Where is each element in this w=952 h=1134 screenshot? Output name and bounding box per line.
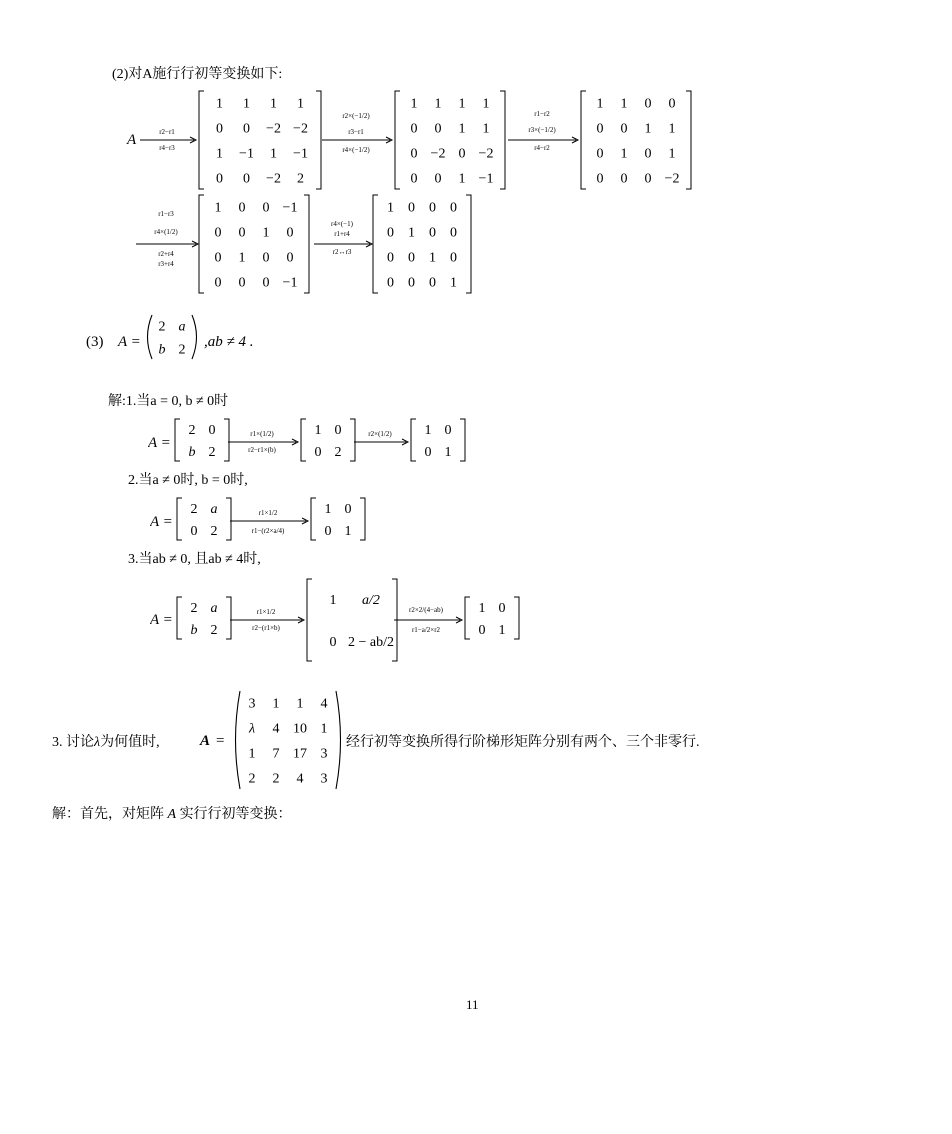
part2-row1 [120,88,700,192]
case3-row [150,576,530,668]
case2-m2-cell-1-1: 1 [344,524,352,540]
case3-m1 [177,597,231,639]
case3-heading: 3.当ab ≠ 0, 且ab ≠ 4时, [128,552,261,567]
matrix-m3-cell-0-2: 0 [644,96,652,112]
problem3-equals: = [216,733,225,749]
matrix-m4-cell-1-3: 0 [286,225,294,241]
matrix-m4-cell-1-1: 0 [238,225,246,241]
matrix-m4-cell-1-2: 1 [262,225,270,241]
case2-arrow-op-2: r1−(r2×a/4) [251,527,285,535]
matrix-m5-cell-1-3: 0 [450,225,457,241]
case2-lhs: A = [150,514,173,530]
matrix-m5 [373,195,471,293]
case3-m2-cell-1-1: 2 − ab/2 [348,635,394,651]
matrix-m3-cell-3-2: 0 [644,171,652,187]
matrix-m1-cell-3-1: 0 [243,171,250,187]
case1-lhs: A = [148,435,171,451]
problem3-matrix-name: A [200,733,211,749]
case3-m3-left-bracket [465,597,470,639]
matrix-m3-cell-0-0: 1 [596,96,604,112]
matrix-m4-cell-0-3: −1 [282,200,298,216]
matrix-m1-cell-1-2: −2 [266,121,281,137]
matrix-m1-cell-1-1: 0 [243,121,250,137]
matrix-m2-cell-1-2: 1 [458,121,466,137]
matrix-m2-cell-0-3: 1 [482,96,490,112]
case1-row [148,414,488,470]
case2-m1-cell-1-0: 0 [190,524,198,540]
case1-m3-cell-0-0: 1 [424,423,432,439]
case3-m3-cell-1-0: 0 [478,623,486,639]
case2-m2-right-bracket [360,498,365,540]
arrow-2 [322,112,392,154]
problem3-matrix-body-cell-0-1: 1 [272,696,280,712]
case1-m1-cell-1-0: b [188,445,196,461]
part3-solution-intro: 解:1.当a = 0, b ≠ 0时 [108,394,229,409]
matrix-m3-cell-2-1: 1 [620,146,628,162]
matrix-m4-cell-2-2: 0 [262,250,270,266]
arrow-5 [314,220,372,256]
part3-condition: ,ab ≠ 4 . [204,334,254,350]
matrix-m2-cell-3-3: −1 [478,171,494,187]
solution-matrix-name: A [167,807,177,822]
problem3-matrix-body-cell-1-2: 10 [293,721,307,737]
part2-heading: (2)对A施行行初等变换如下: [112,67,283,82]
case2-row [150,493,380,549]
case2-arrow-op-1: r1×1/2 [258,509,278,517]
case2-m2 [311,498,365,540]
matrix-m2-cell-0-0: 1 [410,96,418,112]
arrow-3-op-3: r4−r2 [534,144,550,152]
arrow-1-op-1: r2−r1 [159,128,175,136]
case1-m3 [411,419,465,461]
case1-m2-left-bracket [301,419,306,461]
part3-label: (3) [86,334,104,350]
matrix-m1-cell-2-1: −1 [239,146,254,162]
problem3-matrix-body-cell-1-0: λ [248,721,256,737]
matrix-m3-left-bracket [581,91,586,189]
part3-matrix-left-paren [148,315,153,359]
matrix-m1-cell-1-3: −2 [293,121,308,137]
matrix-m2-cell-2-0: 0 [410,146,418,162]
matrix-m3-cell-3-1: 0 [620,171,628,187]
problem3-matrix-body-right-paren [336,691,341,789]
matrix-m3-cell-3-3: −2 [664,171,680,187]
case2-heading: 2.当a ≠ 0时, b = 0时, [128,473,248,488]
matrix-m4-cell-2-1: 1 [238,250,246,266]
matrix-m2 [395,91,505,189]
case3-lhs: A = [150,612,173,628]
matrix-m3 [581,91,691,189]
problem3-matrix-body-cell-0-2: 1 [296,696,304,712]
case1-m1 [175,419,229,461]
arrow-5-op-3: r2↔r3 [332,248,352,256]
problem3-mid: 为何值时, [100,735,160,750]
arrow-3-op-2: r3×(−1/2) [528,126,556,134]
matrix-m1-cell-1-0: 0 [216,121,223,137]
matrix-m1-cell-3-0: 0 [216,171,223,187]
problem3-number: 3. [52,735,63,750]
case2-arrow [230,509,308,535]
matrix-m4 [199,195,309,293]
case1-m1-cell-0-0: 2 [188,423,196,439]
matrix-m5-right-bracket [466,195,471,293]
matrix-m3-cell-3-0: 0 [596,171,604,187]
matrix-m3-cell-1-1: 0 [620,121,628,137]
matrix-m2-cell-3-2: 1 [458,171,466,187]
problem3-matrix-body-left-paren [236,691,241,789]
matrix-m2-cell-0-1: 1 [434,96,442,112]
case1-arrow1-op-1: r1×(1/2) [250,430,274,438]
case3-m2-cell-0-0: 1 [329,593,337,609]
matrix-m5-cell-2-0: 0 [387,250,394,266]
case3-m1-right-bracket [226,597,231,639]
matrix-m4-cell-0-2: 0 [262,200,270,216]
case1-m2-cell-1-1: 2 [334,445,342,461]
matrix-m4-cell-3-3: −1 [282,275,298,291]
arrow-3-op-1: r1−r2 [534,110,550,118]
case1-arrow1 [228,430,298,454]
page-number: 11 [466,997,479,1012]
matrix-m1-right-bracket [316,91,321,189]
matrix-m2-cell-3-0: 0 [410,171,418,187]
matrix-m2-cell-2-3: −2 [478,146,494,162]
problem3-matrix-body-cell-3-0: 2 [248,771,256,787]
arrow-5-op-1: r4×(−1) [331,220,353,228]
matrix-m5-cell-0-2: 0 [429,200,436,216]
part3-lhs: A = [118,334,141,350]
part3-definition [86,314,286,368]
matrix-m4-cell-3-2: 0 [262,275,270,291]
case1-arrow2 [354,430,408,445]
problem3-matrix-body-cell-3-2: 4 [296,771,304,787]
matrix-m4-cell-0-1: 0 [238,200,246,216]
case1-m3-right-bracket [460,419,465,461]
part3-matrix-cell-1-0: b [158,342,166,358]
solution-text: 解：首先，对矩阵 [52,807,164,822]
arrow-4 [136,210,198,268]
matrix-m5-cell-0-0: 1 [387,200,394,216]
case1-m3-cell-1-0: 0 [424,445,432,461]
problem3-matrix-body-cell-2-2: 17 [293,746,307,762]
matrix-m4-cell-1-0: 0 [214,225,222,241]
matrix-m4-right-bracket [304,195,309,293]
case3-m2-cell-1-0: 0 [329,635,337,651]
case2-m1-right-bracket [226,498,231,540]
case3-arrow1 [230,608,304,632]
case2-m2-cell-0-1: 0 [344,502,352,518]
problem3-matrix-body-cell-2-1: 7 [272,746,280,762]
case2-m1-cell-0-0: 2 [190,502,198,518]
matrix-m1-cell-3-3: 2 [297,171,304,187]
case1-arrow2-op-1: r2×(1/2) [368,430,392,438]
case1-arrow1-op-2: r2−r1×(b) [248,446,276,454]
arrow-2-op-2: r3−r1 [348,128,364,136]
arrow-1-op-2: r4−r3 [159,144,175,152]
problem3-matrix [196,688,356,792]
case1-m1-cell-1-1: 2 [208,445,216,461]
matrix-m1-cell-0-3: 1 [297,96,304,112]
matrix-m3-cell-2-2: 0 [644,146,652,162]
matrix-m1-cell-2-2: 1 [270,146,277,162]
arrow-4-op-4: r3+r4 [158,260,174,268]
case1-m2-cell-0-0: 1 [314,423,322,439]
problem3-lead [52,734,160,752]
matrix-m2-cell-1-1: 0 [434,121,442,137]
matrix-m4-cell-3-1: 0 [238,275,246,291]
case3-arrow1-op-2: r2−(r1×b) [252,624,280,632]
matrix-m3-cell-2-0: 0 [596,146,604,162]
matrix-m2-cell-1-0: 0 [410,121,418,137]
part3-matrix-cell-0-0: 2 [158,319,166,335]
matrix-m5-cell-1-1: 1 [408,225,415,241]
case3-m3-cell-1-1: 1 [498,623,506,639]
solution-tail: 实行行初等变换： [179,807,292,822]
matrix-m5-cell-2-3: 0 [450,250,457,266]
matrix-m5-cell-1-2: 0 [429,225,436,241]
matrix-m5-left-bracket [373,195,378,293]
matrix-m4-cell-3-0: 0 [214,275,222,291]
matrix-m3-cell-1-2: 1 [644,121,652,137]
matrix-m1 [199,91,321,189]
case3-arrow1-op-1: r1×1/2 [256,608,276,616]
matrix-a-label: A [127,132,137,148]
problem3-matrix-body-cell-1-1: 4 [272,721,280,737]
case3-m1-cell-0-1: a [210,601,218,617]
matrix-m1-cell-2-0: 1 [216,146,223,162]
case3-m3 [465,597,519,639]
case3-m1-cell-0-0: 2 [190,601,198,617]
case2-m2-left-bracket [311,498,316,540]
case2-m2-cell-1-0: 0 [324,524,332,540]
problem3-trail: 经行初等变换所得行阶梯形矩阵分别有两个、三个非零行. [346,735,700,750]
case1-m3-cell-0-1: 0 [444,423,452,439]
case2-m1-cell-1-1: 2 [210,524,218,540]
matrix-m2-left-bracket [395,91,400,189]
arrow-4-op-3: r2+r4 [158,250,174,258]
case1-m3-left-bracket [411,419,416,461]
problem3-matrix-body-cell-0-3: 4 [320,696,328,712]
case1-m3-cell-1-1: 1 [444,445,452,461]
problem3-matrix-body-cell-3-1: 2 [272,771,280,787]
part3-matrix-right-paren [192,315,197,359]
matrix-m3-right-bracket [686,91,691,189]
case3-m3-cell-0-1: 0 [498,601,506,617]
case2-m1 [177,498,231,540]
matrix-m3-cell-2-3: 1 [668,146,676,162]
matrix-m4-left-bracket [199,195,204,293]
problem3-matrix-body-cell-3-3: 3 [320,771,328,787]
matrix-m3-cell-0-1: 1 [620,96,628,112]
matrix-m1-cell-3-2: −2 [266,171,281,187]
part3-matrix-cell-0-1: a [178,319,186,335]
matrix-m5-cell-0-1: 0 [408,200,415,216]
matrix-m2-cell-3-1: 0 [434,171,442,187]
problem3-matrix-body-cell-1-3: 1 [320,721,328,737]
matrix-m2-cell-0-2: 1 [458,96,466,112]
solution-line [52,806,292,824]
part2-row2 [130,192,480,296]
matrix-m1-left-bracket [199,91,204,189]
matrix-m2-cell-2-2: 0 [458,146,466,162]
case2-m1-left-bracket [177,498,182,540]
matrix-m5-cell-1-0: 0 [387,225,394,241]
problem3-matrix-body-cell-0-0: 3 [248,696,256,712]
matrix-m5-cell-0-3: 0 [450,200,457,216]
case3-m1-cell-1-1: 2 [210,623,218,639]
part3-matrix [148,315,197,359]
case2-m2-cell-0-0: 1 [324,502,332,518]
case1-m2-right-bracket [350,419,355,461]
case1-m2 [301,419,355,461]
arrow-4-op-2: r4×(1/2) [154,228,178,236]
case1-m2-cell-0-1: 0 [334,423,342,439]
matrix-m2-right-bracket [500,91,505,189]
case3-arrow2 [394,606,462,634]
matrix-m1-cell-0-1: 1 [243,96,250,112]
case3-m2-left-bracket [307,579,312,661]
case3-m1-left-bracket [177,597,182,639]
problem3-matrix-body-cell-2-3: 3 [320,746,328,762]
arrow-4-op-1: r1−r3 [158,210,174,218]
case3-m1-cell-1-0: b [190,623,198,639]
matrix-m3-cell-1-3: 1 [668,121,676,137]
problem3-discuss: 讨论 [66,735,94,750]
arrow-5-op-2: r1+r4 [334,230,350,238]
case1-m1-left-bracket [175,419,180,461]
case3-m2 [307,579,397,661]
case2-m1-cell-0-1: a [210,502,218,518]
case1-m2-cell-1-0: 0 [314,445,322,461]
matrix-m4-cell-0-0: 1 [214,200,222,216]
problem3-matrix-body [236,691,341,789]
matrix-m3-cell-1-0: 0 [596,121,604,137]
arrow-1 [140,128,196,152]
part3-matrix-cell-1-1: 2 [178,342,186,358]
case1-m1-cell-0-1: 0 [208,423,216,439]
case3-m3-cell-0-0: 1 [478,601,486,617]
matrix-m4-cell-2-3: 0 [286,250,294,266]
case3-m3-right-bracket [514,597,519,639]
matrix-m1-cell-0-0: 1 [216,96,223,112]
matrix-m1-cell-0-2: 1 [270,96,277,112]
matrix-m4-cell-2-0: 0 [214,250,222,266]
matrix-m3-cell-0-3: 0 [668,96,676,112]
matrix-m5-cell-3-2: 0 [429,275,436,291]
matrix-m5-cell-3-1: 0 [408,275,415,291]
arrow-3 [508,110,578,152]
case3-arrow2-op-1: r2×2/(4−ab) [409,606,443,614]
matrix-m5-cell-2-1: 0 [408,250,415,266]
lambda-symbol: λ [94,735,101,750]
arrow-2-op-1: r2×(−1/2) [342,112,370,120]
problem3-matrix-body-cell-2-0: 1 [248,746,256,762]
matrix-m5-cell-2-2: 1 [429,250,436,266]
arrow-2-op-3: r4×(−1/2) [342,146,370,154]
matrix-m2-cell-1-3: 1 [482,121,490,137]
case1-m1-right-bracket [224,419,229,461]
case3-arrow2-op-2: r1−a/2×r2 [411,626,441,634]
case3-m2-cell-0-1: a/2 [362,593,380,609]
matrix-m2-cell-2-1: −2 [430,146,446,162]
matrix-m5-cell-3-3: 1 [450,275,457,291]
matrix-m1-cell-2-3: −1 [293,146,308,162]
matrix-m5-cell-3-0: 0 [387,275,394,291]
